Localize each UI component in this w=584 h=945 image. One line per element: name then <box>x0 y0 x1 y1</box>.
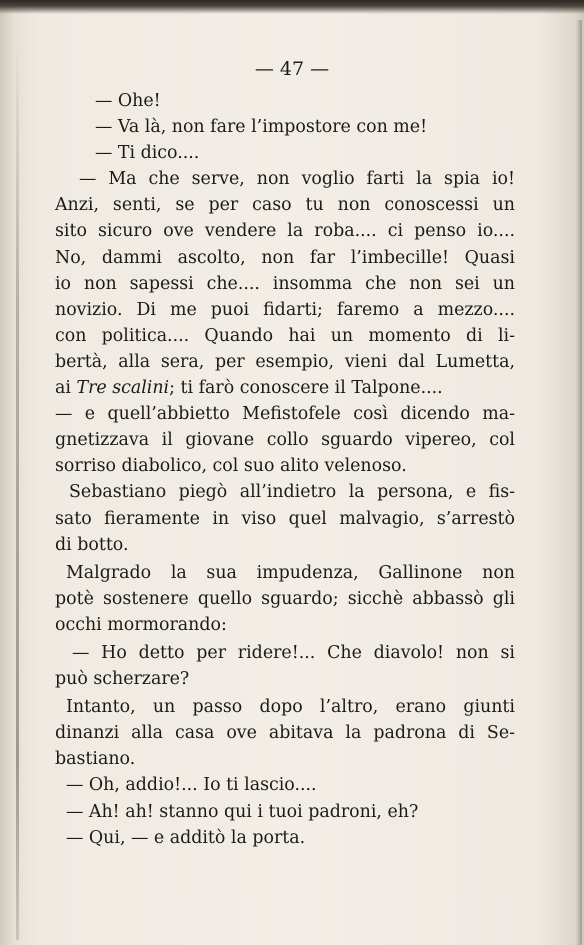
page-left-margin-shadow <box>16 40 19 940</box>
text-line: bertà, alla sera, per esempio, vieni dal Lumetta, <box>55 351 515 372</box>
text-line: Intanto, un passo dopo l’altro, erano giunti <box>66 697 515 718</box>
text-fragment: ai <box>55 378 77 399</box>
text-line: — Ti dico.... <box>95 143 200 164</box>
text-line: Sebastiano piegò all’indietro la persona, e fis- <box>69 482 515 503</box>
text-line: sato fieramente in viso quel malvagio, s’arrestò <box>55 508 515 529</box>
text-line: — Ho detto per ridere!... Che diavolo! non si <box>72 642 515 663</box>
text-line: sito sicuro ove vendere la roba.... ci penso io.... <box>55 221 515 242</box>
text-line: io non sapessi che.... insomma che non sei un <box>55 273 515 294</box>
page-right-margin-shadow <box>576 20 582 945</box>
text-line <box>55 375 515 401</box>
text-line: può scherzare? <box>55 669 190 690</box>
text-line: bastiano. <box>55 749 136 770</box>
text-line: No, dammi ascolto, non far l’imbecille! Quasi <box>55 247 515 268</box>
page-number: — 47 — <box>254 58 330 80</box>
text-line: — e quell’abbietto Mefistofele così dicendo ma- <box>55 404 515 425</box>
text-line: — Ohe! <box>95 91 161 111</box>
text-line: di botto. <box>55 534 129 555</box>
text-fragment: ; ti farò conoscere il Talpone.... <box>169 378 443 399</box>
text-line: sorriso diabolico, col suo alito velenoso. <box>55 456 407 477</box>
italic-place-name: Tre scalini <box>76 378 170 399</box>
scan-top-edge <box>0 0 584 14</box>
text-line: — Ah! ah! stanno qui i tuoi padroni, eh? <box>66 801 419 822</box>
text-line: con politica.... Quando hai un momento di li- <box>55 325 515 346</box>
text-line: novizio. Di me puoi fidarti; faremo a mezzo.... <box>55 299 515 320</box>
text-line: — Ma che serve, non voglio farti la spia io! <box>79 169 515 190</box>
text-line: — Oh, addio!... Io ti lascio.... <box>66 775 317 796</box>
text-line: Anzi, senti, se per caso tu non conoscessi un <box>55 195 515 216</box>
text-line: occhi mormorando: <box>55 614 227 635</box>
text-line: — Qui, — e additò la porta. <box>66 827 306 848</box>
text-line: Malgrado la sua impudenza, Gallinone non <box>66 562 515 583</box>
text-line: — Va là, non fare l’impostore con me! <box>95 117 428 138</box>
text-line: dinanzi alla casa ove abitava la padrona di Se- <box>55 723 515 744</box>
text-line: potè sostenere quello sguardo; sicchè abbassò gli <box>55 588 515 609</box>
text-line: gnetizzava il giovane collo sguardo vipereo, col <box>55 430 515 451</box>
page-body <box>55 88 515 851</box>
